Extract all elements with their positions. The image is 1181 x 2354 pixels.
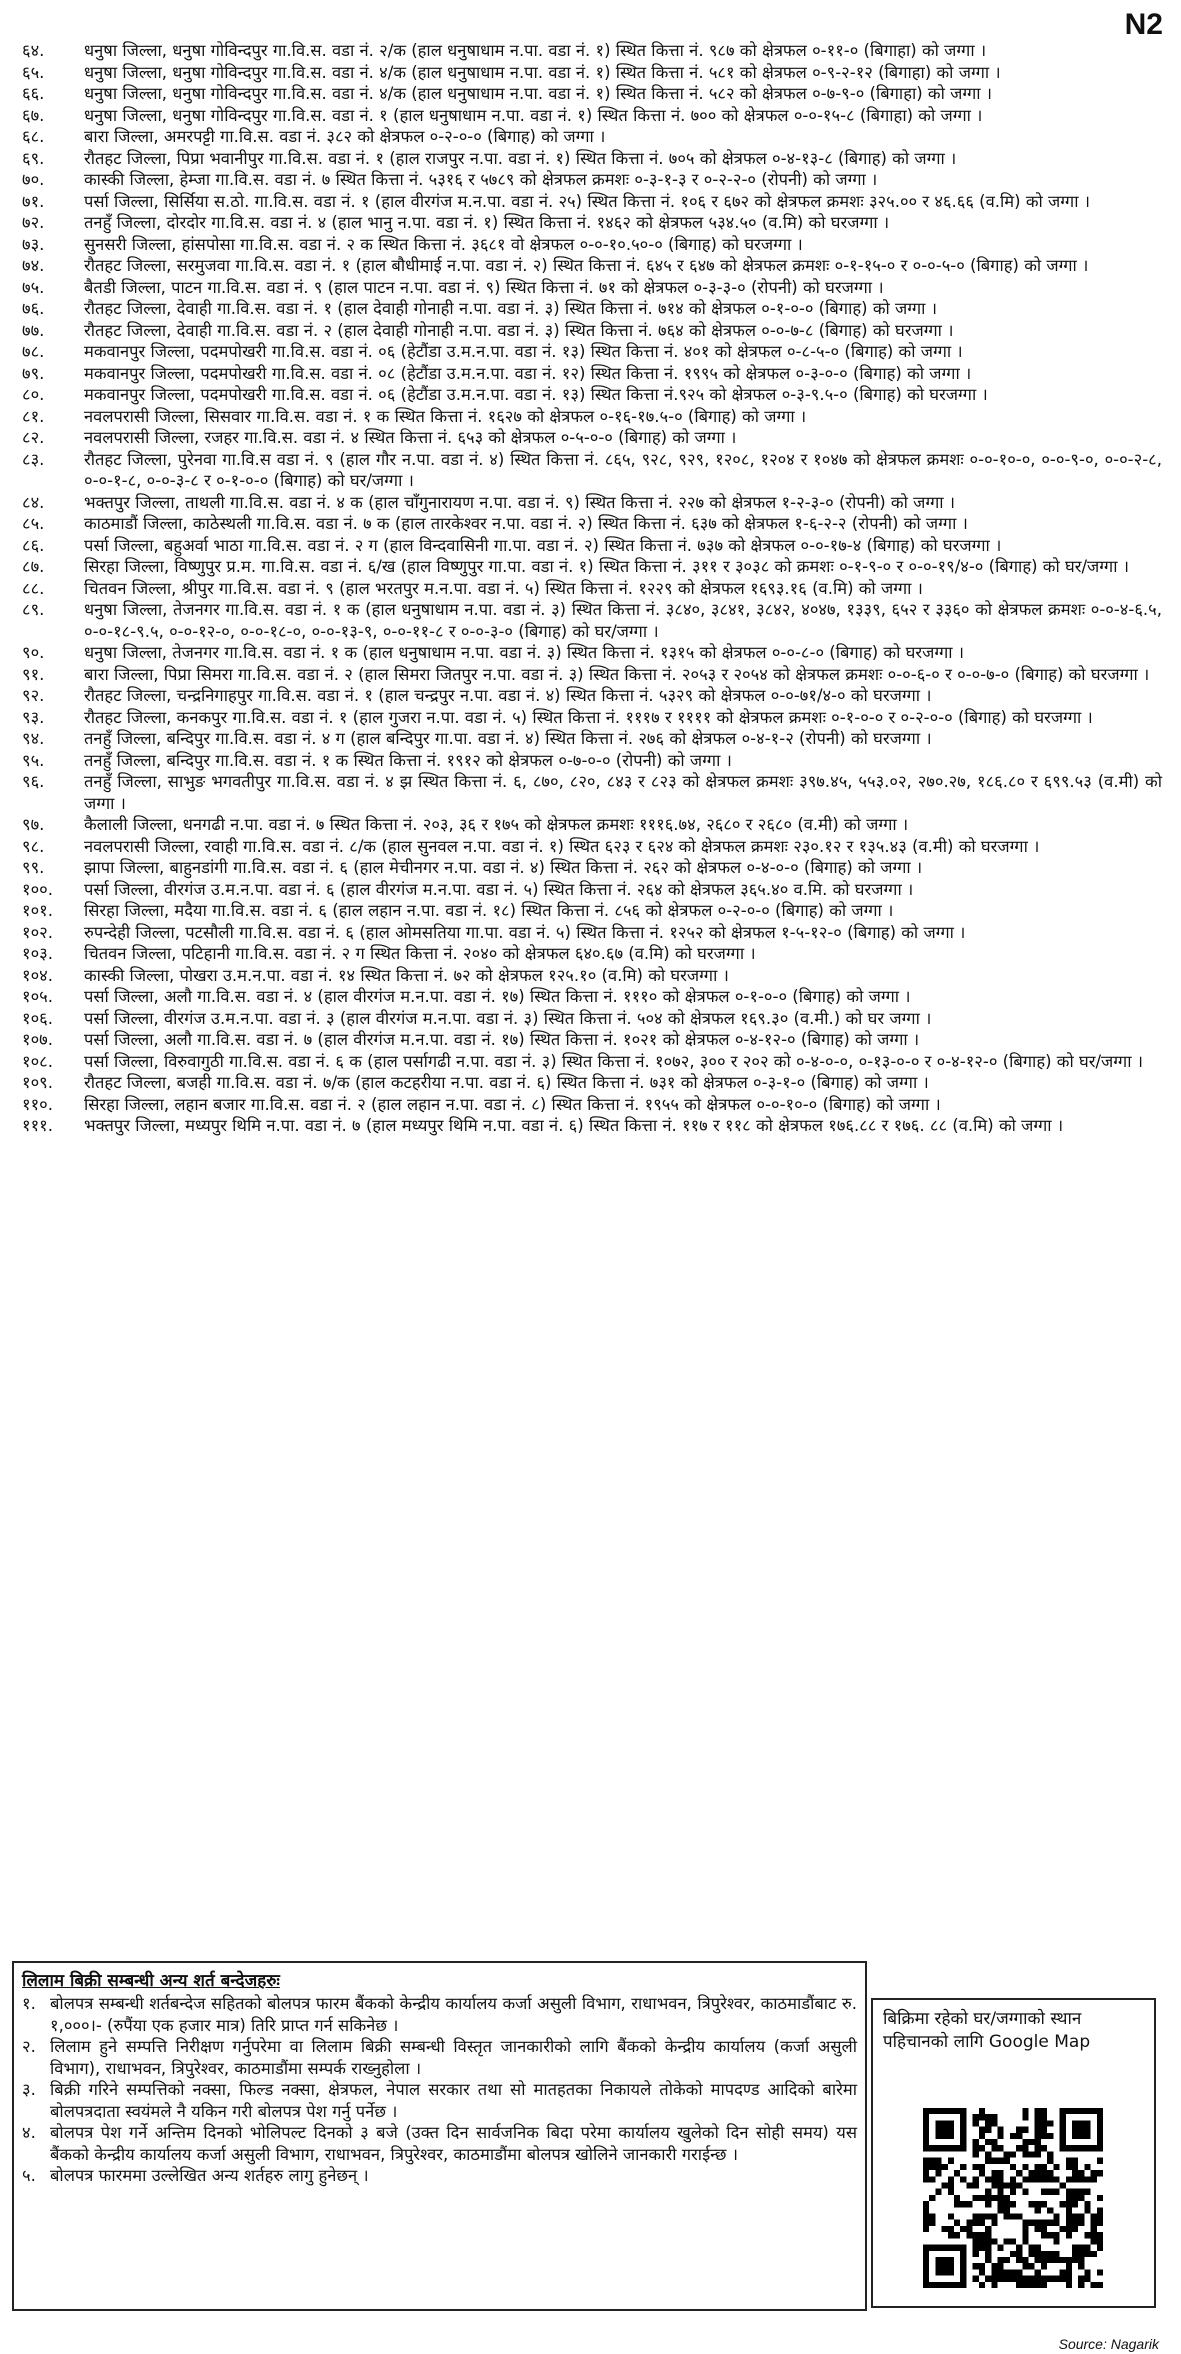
- list-item-number: १०७.: [22, 1030, 53, 1049]
- list-item-text: भक्तपुर जिल्ला, मध्यपुर थिमि न.पा. वडा नं. ७ (हाल मध्यपुर थिमि न.पा. वडा नं. ६) स्थित कित्ता नं. ११७ र ११८ को क्षेत्रफल १७६.८८ र १७६. ८८ (व.मि) को जग्गा ।: [84, 1116, 1064, 1135]
- term-text: बोलपत्र फारममा उल्लेखित अन्य शर्तहरु लागु हुनेछन् ।: [50, 2166, 369, 2185]
- list-item: [22, 255, 1162, 277]
- list-item-number: १०२.: [22, 922, 53, 942]
- list-item-text: नवलपरासी जिल्ला, रजहर गा.वि.स. वडा नं. ४ स्थित कित्ता नं. ६५३ को क्षेत्रफल ०-५-०-० (बिगाह) को जग्गा ।: [84, 428, 737, 447]
- list-item-number: ७५.: [22, 277, 45, 297]
- list-item-text: पर्सा जिल्ला, वीरगंज उ.म.न.पा. वडा नं. ३ (हाल वीरगंज म.न.पा. वडा नं. ३) स्थित कित्ता नं. ५०४ को क्षेत्रफल १६९.३० (व.मी.) को घर जग्गा ।: [84, 1008, 932, 1028]
- list-item-number: १०६.: [22, 1008, 53, 1028]
- list-item: [22, 83, 1162, 105]
- list-item: [22, 212, 1162, 234]
- list-item-number: १००.: [22, 879, 53, 899]
- term-item: [22, 2079, 857, 2122]
- list-item-number: ६८.: [22, 127, 45, 146]
- map-caption: बिक्रिमा रहेको घर/जग्गाको स्थान पहिचानको लागि Google Map: [883, 2009, 1091, 2052]
- list-item-text: रौतहट जिल्ला, देवाही गा.वि.स. वडा नं. १ (हाल देवाही गोनाही न.पा. वडा नं. ३) स्थित कित्ता नं. ७१४ को क्षेत्रफल ०-१-०-० (बिगाह) को जग्गा ।: [84, 299, 937, 318]
- list-item-number: ८९.: [22, 600, 45, 619]
- list-item-number: ८४.: [22, 492, 45, 512]
- list-item: [22, 62, 1162, 84]
- list-item-number: ८३.: [22, 449, 45, 469]
- term-number: ४.: [22, 2123, 36, 2142]
- list-item-number: ७४.: [22, 256, 45, 275]
- list-item-text: सुनसरी जिल्ला, हांसपोसा गा.वि.स. वडा नं. २ क स्थित कित्ता नं. ३६८१ वो क्षेत्रफल ०-०-१०.५०-० (बिगाह) को घरजग्गा ।: [84, 234, 803, 254]
- list-item-text: रौतहट जिल्ला, सरमुजवा गा.वि.स. वडा नं. १ (हाल बौधीमाई न.पा. वडा नं. २) स्थित कित्ता नं. ६४५ र ६४७ को क्षेत्रफल क्रमशः ०-१-१५-० र ०-०-५-० (बिगाह) को जग्गा ।: [84, 256, 1089, 275]
- list-item-number: ७३.: [22, 234, 45, 254]
- list-item: [22, 341, 1162, 363]
- list-item-number: ८२.: [22, 428, 45, 447]
- list-item: [22, 449, 1162, 492]
- list-item-number: ७७.: [22, 320, 45, 340]
- list-item: [22, 556, 1162, 578]
- terms-list: [22, 1993, 857, 2187]
- list-item-text: सिरहा जिल्ला, मदैया गा.वि.स. वडा नं. ६ (हाल लहान न.पा. वडा नं. १८) स्थित कित्ता नं. ८५६ को क्षेत्रफल ०-२-०-० (बिगाह) को जग्गा ।: [84, 901, 894, 920]
- list-item-number: ९८.: [22, 836, 45, 856]
- list-item-number: १०८.: [22, 1051, 53, 1071]
- qr-code-icon[interactable]: [923, 2108, 1103, 2288]
- list-item-text: तनहुँ जिल्ला, बन्दिपुर गा.वि.स. वडा नं. ४ ग (हाल बन्दिपुर गा.पा. वडा नं. ४) स्थित कित्ता नं. २७६ को क्षेत्रफल ०-४-१-२ (रोपनी) को घरजग्गा ।: [84, 729, 932, 748]
- term-number: ३.: [22, 2080, 36, 2099]
- list-item: [22, 427, 1162, 449]
- list-item: [22, 406, 1162, 428]
- list-item: [22, 965, 1162, 987]
- list-item: [22, 836, 1162, 858]
- list-item-text: रौतहट जिल्ला, पिप्रा भवानीपुर गा.वि.स. वडा नं. १ (हाल राजपुर न.पा. वडा नं. १) स्थित कित्ता नं. ७०५ को क्षेत्रफल ०-४-१३-८ (बिगाह) को जग्गा ।: [84, 148, 957, 168]
- list-item: [22, 728, 1162, 750]
- list-item-text: काठमाडौं जिल्ला, काठेस्थली गा.वि.स. वडा नं. ७ क (हाल तारकेश्वर न.पा. वडा नं. २) स्थित कित्ता नं. ६३७ को क्षेत्रफल १-६-२-२ (रोपनी) को जग्गा ।: [84, 514, 968, 533]
- list-item-text: भक्तपुर जिल्ला, ताथली गा.वि.स. वडा नं. ४ क (हाल चाँगुनारायण न.पा. वडा नं. ९) स्थित कित्ता नं. २२७ को क्षेत्रफल १-२-३-० (रोपनी) को जग्गा ।: [84, 492, 956, 512]
- list-item-number: ९९.: [22, 858, 45, 877]
- list-item-text: रौतहट जिल्ला, देवाही गा.वि.स. वडा नं. २ (हाल देवाही गोनाही न.पा. वडा नं. ३) स्थित कित्ता नं. ७६४ को क्षेत्रफल ०-०-७-८ (बिगाह) को घरजग्गा ।: [84, 320, 954, 340]
- list-item-number: ९३.: [22, 707, 45, 727]
- list-item-text: सिरहा जिल्ला, लहान बजार गा.वि.स. वडा नं. २ (हाल लहान न.पा. वडा नं. ८) स्थित कित्ता नं. १९५५ को क्षेत्रफल ०-०-१०-० (बिगाह) को जग्गा ।: [84, 1094, 941, 1114]
- list-item-number: १०३.: [22, 944, 53, 963]
- list-item: [22, 943, 1162, 965]
- list-item-text: कास्की जिल्ला, हेम्जा गा.वि.स. वडा नं. ७ स्थित कित्ता नं. ५३१६ र ५७८९ को क्षेत्रफल क्रमशः ०-३-१-३ र ०-२-२-० (रोपनी) को जग्गा ।: [84, 170, 878, 189]
- list-item-number: ९७.: [22, 815, 45, 834]
- list-item: [22, 642, 1162, 664]
- list-item-text: बैतडी जिल्ला, पाटन गा.वि.स. वडा नं. ९ (हाल पाटन न.पा. वडा नं. ९) स्थित कित्ता नं. ७१ को क्षेत्रफल ०-३-३-० (रोपनी) को घरजग्गा ।: [84, 277, 884, 297]
- list-item: [22, 384, 1162, 406]
- list-item-text: धनुषा जिल्ला, धनुषा गोविन्दपुर गा.वि.स. वडा नं. ४/क (हाल धनुषाधाम न.पा. वडा नं. १) स्थित कित्ता नं. ५८१ को क्षेत्रफल ०-९-२-१२ (बिगाहा) को जग्गा ।: [84, 62, 1001, 82]
- list-item-number: ८१.: [22, 406, 45, 426]
- list-item: [22, 771, 1162, 814]
- list-item-number: ६९.: [22, 148, 45, 168]
- list-item-number: ६६.: [22, 84, 45, 103]
- terms-title: लिलाम बिक्री सम्बन्धी अन्य शर्त बन्देजहरुः: [22, 1971, 280, 1991]
- listings-list: [22, 40, 1162, 1137]
- list-item: [22, 685, 1162, 707]
- list-item: [22, 298, 1162, 320]
- list-item: [22, 922, 1162, 944]
- list-item: [22, 513, 1162, 535]
- list-item: [22, 750, 1162, 772]
- list-item-text: धनुषा जिल्ला, धनुषा गोविन्दपुर गा.वि.स. वडा नं. २/क (हाल धनुषाधाम न.पा. वडा नं. १) स्थित कित्ता नं. ९८७ को क्षेत्रफल ०-११-० (बिगाहा) को जग्गा ।: [84, 41, 987, 60]
- list-item-number: १११.: [22, 1116, 53, 1135]
- list-item-number: १०१.: [22, 901, 53, 920]
- list-item: [22, 814, 1162, 836]
- list-item-text: नवलपरासी जिल्ला, सिसवार गा.वि.स. वडा नं. १ क स्थित कित्ता नं. १६२७ को क्षेत्रफल ०-१६-१७.५-० (बिगाह) को जग्गा ।: [84, 406, 807, 426]
- term-item: [22, 2122, 857, 2165]
- list-item-text: नवलपरासी जिल्ला, रवाही गा.वि.स. वडा नं. ८/क (हाल सुनवल न.पा. वडा नं. १) स्थित ६२३ र ६२४ को क्षेत्रफल क्रमशः २३०.१२ र १३५.४३ (व.मी) को घरजग्गा ।: [84, 836, 1040, 856]
- term-item: [22, 1993, 857, 2036]
- list-item-text: मकवानपुर जिल्ला, पदमपोखरी गा.वि.स. वडा नं. ०६ (हेटौंडा उ.म.न.पा. वडा नं. १३) स्थित कित्ता नं. ४०१ को क्षेत्रफल ०-८-५-० (बिगाह) को जग्गा ।: [84, 342, 963, 361]
- list-item: [22, 105, 1162, 127]
- list-item-text: तनहुँ जिल्ला, बन्दिपुर गा.वि.स. वडा नं. १ क स्थित कित्ता नं. १९१२ को क्षेत्रफल ०-७-०-० (रोपनी) को जग्गा ।: [84, 750, 732, 770]
- list-item: [22, 234, 1162, 256]
- list-item-text: रुपन्देही जिल्ला, पटसौली गा.वि.स. वडा नं. ६ (हाल ओमसतिया गा.पा. वडा नं. ५) स्थित कित्ता नं. १२५२ को क्षेत्रफल १-५-१२-० (बिगाह) को जग्गा ।: [84, 922, 966, 942]
- list-item-text: रौतहट जिल्ला, पुरेनवा गा.वि.स वडा नं. ९ (हाल गौर न.पा. वडा नं. ४) स्थित कित्ता नं. ८६५, ९२८, ९२९, १२०८, १२०४ र १०४७ को क्षेत्रफल क्रमशः ०-०-१०-०, ०-०-९-०, ०-०-२-८, ०-०-१-८, ०-०-३-८ र ०-१-०-० (बिगाह) को घर/जग्गा ।: [84, 449, 1162, 490]
- list-item-number: १०४.: [22, 965, 53, 985]
- list-item-text: पर्सा जिल्ला, विरुवागुठी गा.वि.स. वडा नं. ६ क (हाल पर्सागढी न.पा. वडा नं. ३) स्थित कित्ता नं. १०७२, ३०० र २०२ को ०-४-०-०, ०-१३-०-० र ०-४-१२-० (बिगाह) को घर/जग्गा ।: [84, 1051, 1143, 1071]
- list-item: [22, 879, 1162, 901]
- list-item: [22, 320, 1162, 342]
- list-item-text: कास्की जिल्ला, पोखरा उ.म.न.पा. वडा नं. १४ स्थित कित्ता नं. ७२ को क्षेत्रफल १२५.१० (व.मि) को घरजग्गा ।: [84, 965, 729, 985]
- list-item-text: तनहुँ जिल्ला, दोरदोर गा.वि.स. वडा नं. ४ (हाल भानु न.पा. वडा नं. १) स्थित कित्ता नं. १४६२ को क्षेत्रफल ५३४.५० (व.मि) को घरजग्गा ।: [84, 213, 890, 232]
- list-item: [22, 1029, 1162, 1051]
- list-item-text: कैलाली जिल्ला, धनगढी न.पा. वडा नं. ७ स्थित कित्ता नं. २०३, ३६ र १७५ को क्षेत्रफल क्रमशः १११६.७४, २६८० र २६८० (व.मी) को जग्गा ।: [84, 815, 909, 834]
- list-item-text: पर्सा जिल्ला, अलौ गा.वि.स. वडा नं. ४ (हाल वीरगंज म.न.पा. वडा नं. १७) स्थित कित्ता नं. १११० को क्षेत्रफल ०-१-०-० (बिगाह) को जग्गा ।: [84, 987, 911, 1006]
- term-item: [22, 2036, 857, 2079]
- list-item: [22, 986, 1162, 1008]
- term-item: [22, 2165, 857, 2187]
- list-item-number: ६४.: [22, 41, 45, 60]
- list-item-number: ८८.: [22, 578, 45, 598]
- list-item: [22, 1115, 1162, 1137]
- google-map-box: [871, 1998, 1156, 2308]
- list-item-text: मकवानपुर जिल्ला, पदमपोखरी गा.वि.स. वडा नं. ०८ (हेटौंडा उ.म.न.पा. वडा नं. १२) स्थित कित्ता नं. १९९५ को क्षेत्रफल ०-३-०-० (बिगाह) को जग्गा ।: [84, 363, 972, 383]
- list-item: [22, 169, 1162, 191]
- list-item-text: धनुषा जिल्ला, तेजनगर गा.वि.स. वडा नं. १ क (हाल धनुषाधाम न.पा. वडा नं. ३) स्थित कित्ता नं. ३८४०, ३८४१, ३८४२, ४०४७, १३३९, ६५२ र ३३६० को क्षेत्रफल क्रमशः ०-०-४-६.५, ०-०-१८-९.५, ०-०-१२-०, ०-०-१८-०, ०-०-१३-९, ०-०-११-८ र ०-०-३-० (बिगाह) को घर/जग्गा ।: [84, 600, 1162, 641]
- list-item: [22, 1072, 1162, 1094]
- list-item-number: ६५.: [22, 62, 45, 82]
- list-item-number: ७६.: [22, 299, 45, 318]
- list-item-number: ७८.: [22, 342, 45, 361]
- term-text: बोलपत्र सम्बन्धी शर्तबन्देज सहितको बोलपत्र फारम बैंकको केन्द्रीय कार्यालय कर्जा असुली विभाग, राधाभवन, त्रिपुरेश्वर, काठमाडौंबाट रु. १,०००।- (रुपैंया एक हजार मात्र) तिरि प्राप्त गर्न सकिनेछ ।: [50, 1994, 857, 2035]
- list-item: [22, 492, 1162, 514]
- list-item-number: ६७.: [22, 105, 45, 125]
- list-item: [22, 277, 1162, 299]
- list-item-number: ११०.: [22, 1094, 53, 1114]
- list-item: [22, 191, 1162, 213]
- list-item-text: धनुषा जिल्ला, धनुषा गोविन्दपुर गा.वि.स. वडा नं. ४/क (हाल धनुषाधाम न.पा. वडा नं. १) स्थित कित्ता नं. ५८२ को क्षेत्रफल ०-७-९-० (बिगाहा) को जग्गा ।: [84, 84, 993, 103]
- term-number: ५.: [22, 2166, 36, 2185]
- term-text: बिक्री गरिने सम्पत्तिको नक्सा, फिल्ड नक्सा, क्षेत्रफल, नेपाल सरकार तथा सो मातहतका निकायले तोकेको मापदण्ड आदिको बारेमा बोलपत्रदाता स्वयंमले नै यकिन गरी बोलपत्र पेश गर्नु पर्नेछ ।: [50, 2080, 857, 2121]
- list-item-number: ८७.: [22, 557, 45, 576]
- list-item-number: १०९.: [22, 1073, 53, 1092]
- list-item-text: धनुषा जिल्ला, धनुषा गोविन्दपुर गा.वि.स. वडा नं. १ (हाल धनुषाधाम न.पा. वडा नं. १) स्थित कित्ता नं. ७०० को क्षेत्रफल ०-०-१५-८ (बिगाहा) को जग्गा ।: [84, 105, 983, 125]
- list-item: [22, 363, 1162, 385]
- list-item-text: सिरहा जिल्ला, विष्णुपुर प्र.म. गा.वि.स. वडा नं. ६/ख (हाल विष्णुपुर गा.पा. वडा नं. १) स्थित कित्ता नं. ३११ र ३०३८ को क्रमशः ०-१-९-० र ०-०-१९/४-० (बिगाह) को घर/जग्गा ।: [84, 557, 1129, 576]
- list-item: [22, 1094, 1162, 1116]
- list-item-number: ८०.: [22, 385, 45, 404]
- term-text: लिलाम हुने सम्पत्ति निरीक्षण गर्नुपरेमा वा लिलाम बिक्री सम्बन्धी विस्तृत जानकारीको लागि बैंकको केन्द्रीय कार्यालय (कर्जा असुली विभाग), राधाभवन, त्रिपुरेश्वर, काठमाडौंमा सम्पर्क राख्नुहोला ।: [50, 2037, 857, 2078]
- list-item-number: ९६.: [22, 772, 45, 791]
- list-item-text: रौतहट जिल्ला, कनकपुर गा.वि.स. वडा नं. १ (हाल गुजरा न.पा. वडा नं. ५) स्थित कित्ता नं. १११७ र ११११ को क्षेत्रफल क्रमशः ०-१-०-० र ०-२-०-० (बिगाह) को घरजग्गा ।: [84, 707, 1093, 727]
- list-item-text: धनुषा जिल्ला, तेजनगर गा.वि.स. वडा नं. १ क (हाल धनुषाधाम न.पा. वडा नं. ३) स्थित कित्ता नं. १३१५ को क्षेत्रफल ०-०-८-० (बिगाह) को घरजग्गा ।: [84, 643, 965, 662]
- list-item-number: ९४.: [22, 729, 45, 748]
- list-item-text: पर्सा जिल्ला, सिर्सिया स.ठो. गा.वि.स. वडा नं. १ (हाल वीरगंज म.न.पा. वडा नं. २५) स्थित कित्ता नं. १०६ र ६७२ को क्षेत्रफल क्रमशः ३२५.०० र ४६.६६ (व.मि) को जग्गा ।: [84, 191, 1090, 211]
- term-number: १.: [22, 1994, 36, 2013]
- list-item: [22, 664, 1162, 686]
- list-item: [22, 1051, 1162, 1073]
- list-item-number: ७०.: [22, 170, 45, 189]
- list-item-number: ८५.: [22, 514, 45, 533]
- list-item: [22, 1008, 1162, 1030]
- list-item: [22, 578, 1162, 600]
- page-badge: N2: [1124, 8, 1163, 41]
- list-item: [22, 707, 1162, 729]
- source-credit: Source: Nagarik: [1058, 2336, 1159, 2352]
- list-item-text: बारा जिल्ला, पिप्रा सिमरा गा.वि.स. वडा नं. २ (हाल सिमरा जितपुर न.पा. वडा नं. ३) स्थित कित्ता नं. २०५३ र २०५४ को क्षेत्रफल क्रमशः ०-०-६-० र ०-०-७-० (बिगाह) को घरजग्गा ।: [84, 664, 1150, 684]
- list-item-number: ८६.: [22, 535, 45, 555]
- list-item-number: ७२.: [22, 213, 45, 232]
- list-item: [22, 900, 1162, 922]
- list-item-text: पर्सा जिल्ला, बहुअर्वा भाठा गा.वि.स. वडा नं. २ ग (हाल विन्दवासिनी गा.पा. वडा नं. २) स्थित कित्ता नं. ७३७ को क्षेत्रफल ०-०-१७-४ (बिगाह) को घरजग्गा ।: [84, 535, 1002, 555]
- term-number: २.: [22, 2037, 36, 2056]
- list-item-number: ९०.: [22, 643, 45, 662]
- list-item-number: ७१.: [22, 191, 45, 211]
- list-item: [22, 126, 1162, 148]
- list-item-text: पर्सा जिल्ला, अलौ गा.वि.स. वडा नं. ७ (हाल वीरगंज म.न.पा. वडा नं. १७) स्थित कित्ता नं. १०२१ को क्षेत्रफल ०-४-१२-० (बिगाह) को जग्गा ।: [84, 1030, 920, 1049]
- list-item: [22, 535, 1162, 557]
- list-item-text: रौतहट जिल्ला, चन्द्रनिगाहपुर गा.वि.स. वडा नं. १ (हाल चन्द्रपुर न.पा. वडा नं. ४) स्थित कित्ता नं. ५३२९ को क्षेत्रफल ०-०-७१/४-० को घरजग्गा ।: [84, 686, 932, 705]
- list-item: [22, 599, 1162, 642]
- list-item-text: रौतहट जिल्ला, बजही गा.वि.स. वडा नं. ७/क (हाल कटहरीया न.पा. वडा नं. ६) स्थित कित्ता नं. ७३१ को क्षेत्रफल ०-३-१-० (बिगाह) को जग्गा ।: [84, 1073, 929, 1092]
- list-item: [22, 148, 1162, 170]
- list-item-number: ९५.: [22, 750, 45, 770]
- list-item-text: तनहुँ जिल्ला, साभुङ भगवतीपुर गा.वि.स. वडा नं. ४ झ स्थित कित्ता नं. ६, ८७०, ८२०, ८४३ र ८२३ को क्षेत्रफल क्रमशः ३९७.४५, ५५३.०२, २७०.२७, १८६.८० र ६९९.५३ (व.मी) को जग्गा ।: [84, 772, 1162, 813]
- list-item-number: ७९.: [22, 363, 45, 383]
- list-item-number: ९१.: [22, 664, 45, 684]
- list-item-number: १०५.: [22, 987, 53, 1006]
- list-item: [22, 40, 1162, 62]
- list-item-text: झापा जिल्ला, बाहुनडांगी गा.वि.स. वडा नं. ६ (हाल मेचीनगर न.पा. वडा नं. ४) स्थित कित्ता नं. २६२ को क्षेत्रफल ०-४-०-० (बिगाह) को जग्गा ।: [84, 858, 923, 877]
- list-item-text: मकवानपुर जिल्ला, पदमपोखरी गा.वि.स. वडा नं. ०६ (हेटौंडा उ.म.न.पा. वडा नं. १३) स्थित कित्ता नं.९२५ को क्षेत्रफल ०-३-९.५-० (बिगाह) को घरजग्गा ।: [84, 385, 988, 404]
- list-item-number: ९२.: [22, 686, 45, 705]
- list-item-text: बारा जिल्ला, अमरपट्टी गा.वि.स. वडा नं. ३८२ को क्षेत्रफल ०-२-०-० (बिगाह) को जग्गा ।: [84, 127, 606, 146]
- list-item-text: पर्सा जिल्ला, वीरगंज उ.म.न.पा. वडा नं. ६ (हाल वीरगंज म.न.पा. वडा नं. ५) स्थित कित्ता नं. २६४ को क्षेत्रफल ३६५.४० व.मि. को घरजग्गा ।: [84, 879, 914, 899]
- list-item-text: चितवन जिल्ला, पटिहानी गा.वि.स. वडा नं. २ ग स्थित कित्ता नं. २०४० को क्षेत्रफल ६४०.६७ (व.मि) को घरजग्गा ।: [84, 944, 756, 963]
- list-item: [22, 857, 1162, 879]
- auction-terms-box: [12, 1961, 867, 2311]
- term-text: बोलपत्र पेश गर्ने अन्तिम दिनको भोलिपल्ट दिनको ३ बजे (उक्त दिन सार्वजनिक बिदा परेमा कार्यालय खुलेको दिन सोही समय) यस बैंकको केन्द्रीय कार्यालय कर्जा असुली विभाग, राधाभवन, त्रिपुरेश्वर, काठमाडौंमा बोलपत्र खोलिने जानकारी गराईन्छ ।: [50, 2123, 857, 2164]
- list-item-text: चितवन जिल्ला, श्रीपुर गा.वि.स. वडा नं. ९ (हाल भरतपुर म.न.पा. वडा नं. ५) स्थित कित्ता नं. १२२९ को क्षेत्रफल १६९३.१६ (व.मि) को जग्गा ।: [84, 578, 923, 598]
